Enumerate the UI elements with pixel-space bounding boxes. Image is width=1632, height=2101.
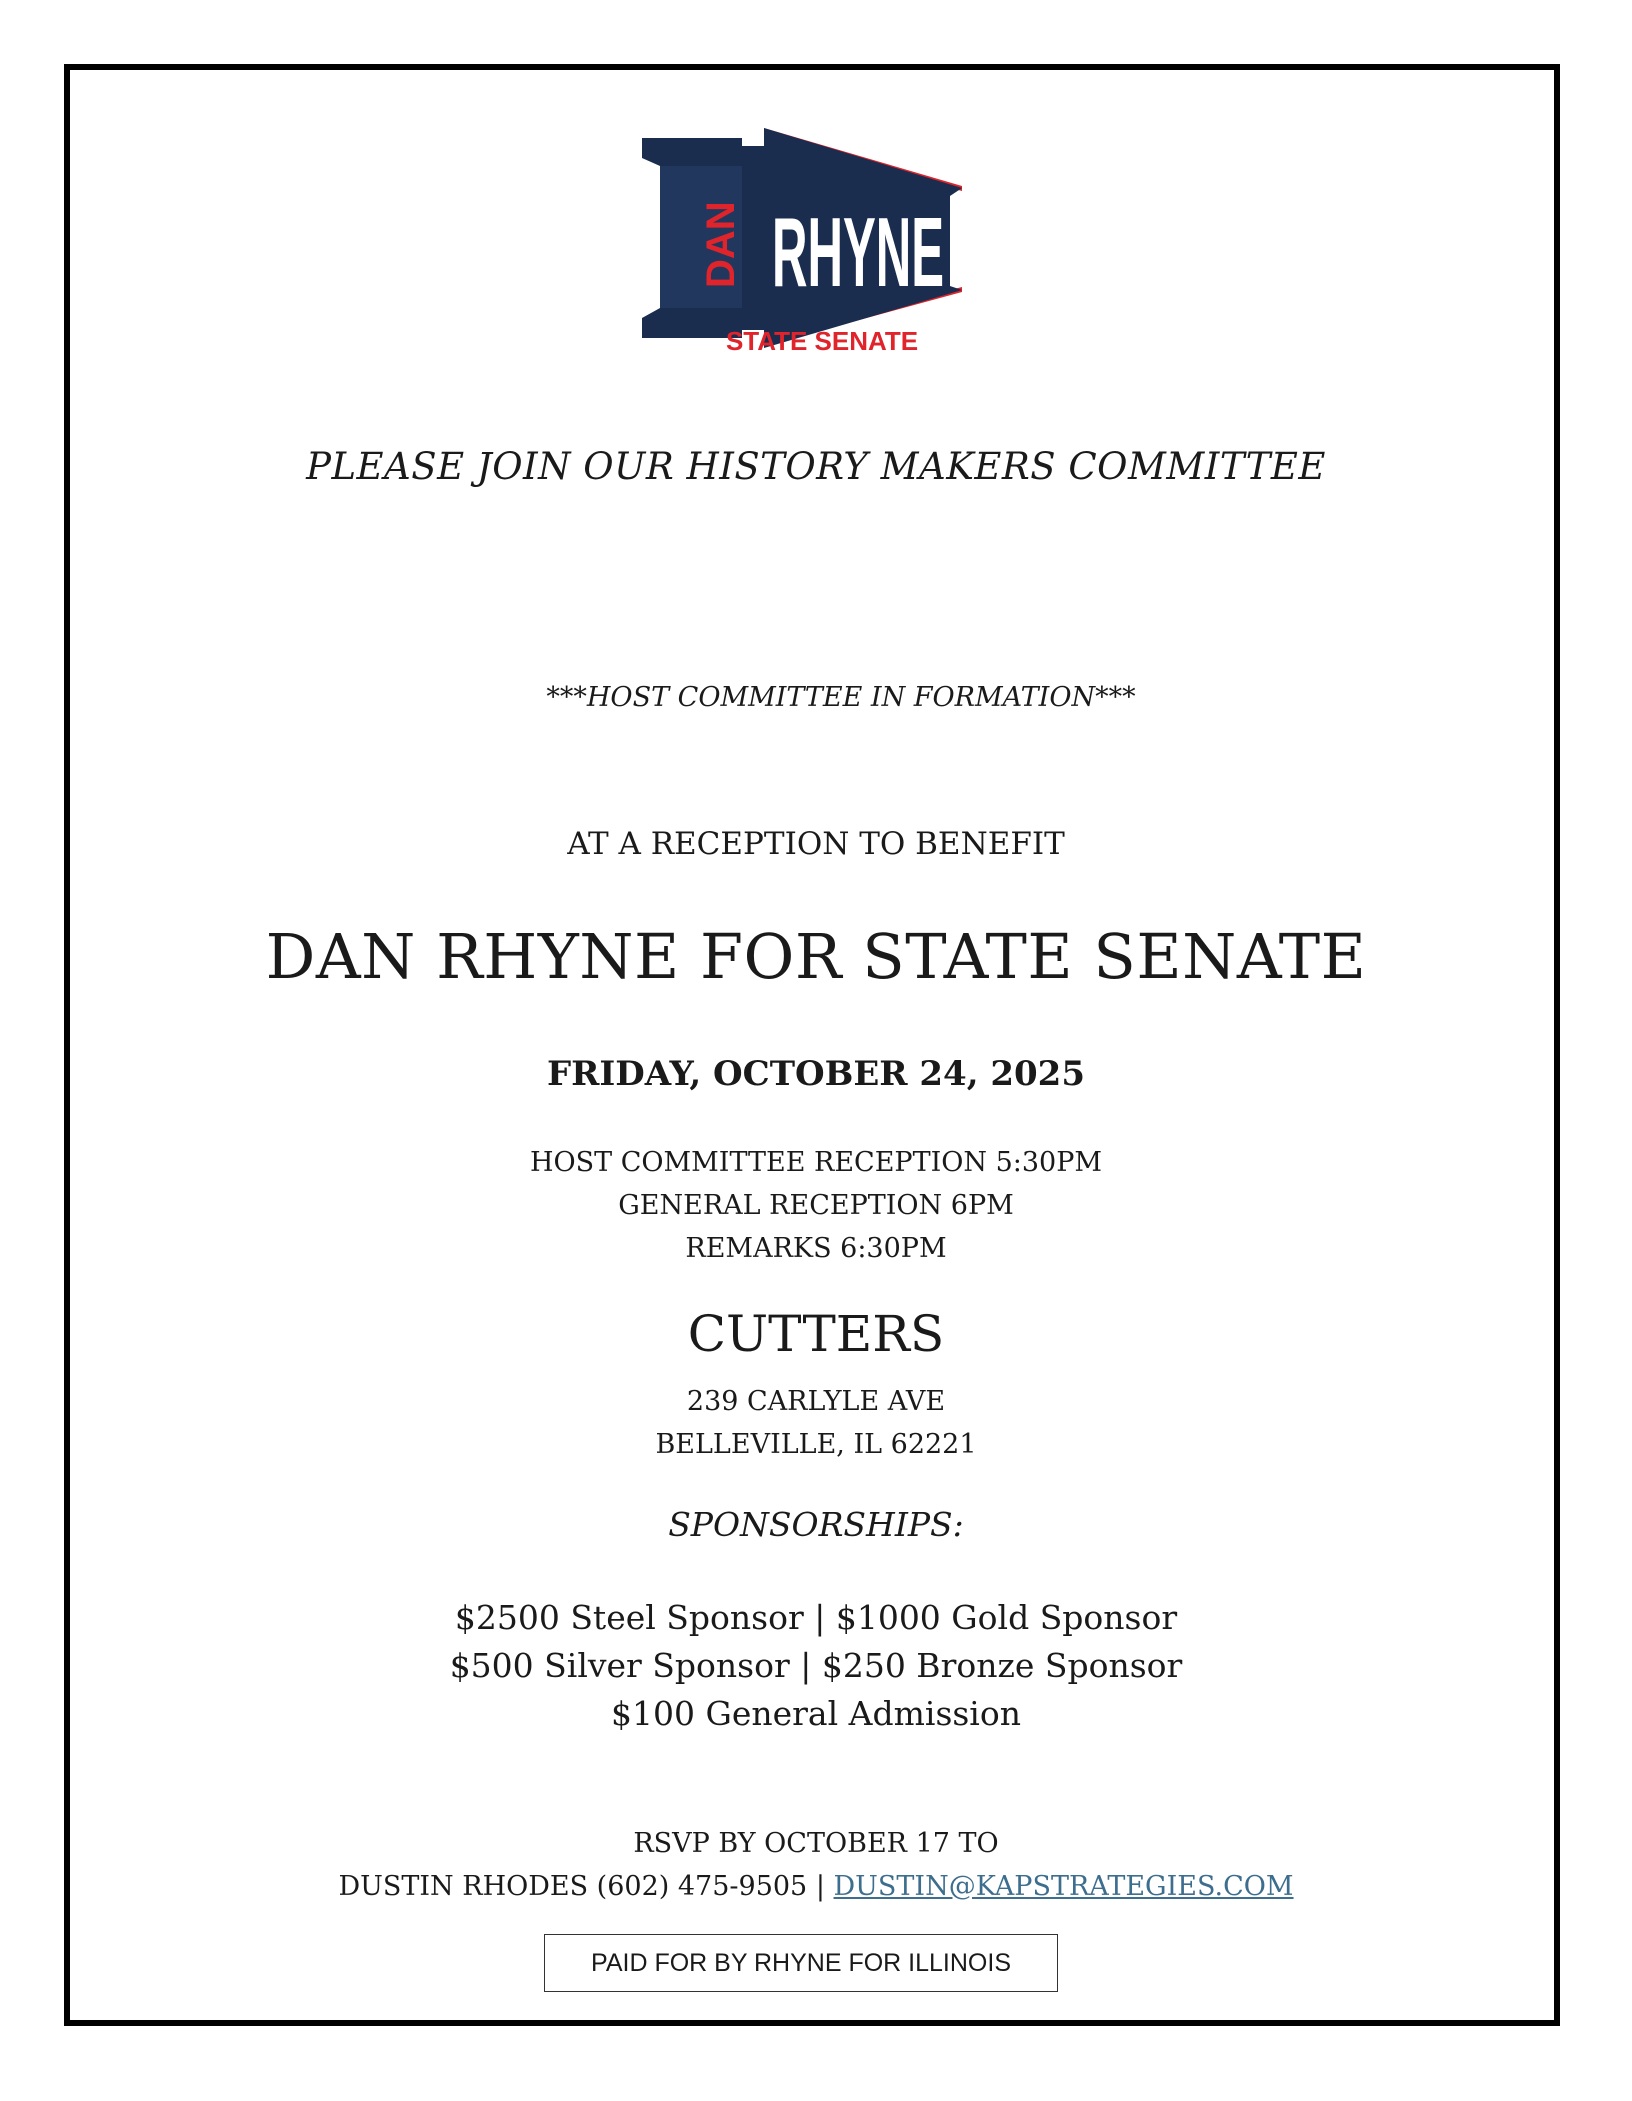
venue-address bbox=[0, 1380, 1632, 1466]
sponsorship-level: $2500 Steel Sponsor | $1000 Gold Sponsor bbox=[454, 1598, 1178, 1637]
rsvp-block bbox=[0, 1822, 1632, 1908]
rsvp-contact: DUSTIN RHODES (602) 475-9505 | bbox=[338, 1871, 825, 1902]
rsvp-deadline: RSVP BY OCTOBER 17 TO bbox=[633, 1828, 999, 1859]
invitation-heading: PLEASE JOIN OUR HISTORY MAKERS COMMITTEE bbox=[306, 445, 1326, 488]
address-city: BELLEVILLE, IL 62221 bbox=[655, 1429, 977, 1460]
rsvp-contact-line bbox=[0, 1865, 1632, 1908]
schedule-host-reception: HOST COMMITTEE RECEPTION 5:30PM bbox=[529, 1147, 1103, 1178]
campaign-logo bbox=[632, 118, 1002, 358]
sponsorships-heading: SPONSORSHIPS: bbox=[668, 1505, 964, 1544]
sponsorship-level: $500 Silver Sponsor | $250 Bronze Sponsor bbox=[449, 1646, 1183, 1685]
host-committee-note: ***HOST COMMITTEE IN FORMATION*** bbox=[546, 682, 1136, 713]
sponsorship-level: $100 General Admission bbox=[611, 1694, 1021, 1733]
venue-name: CUTTERS bbox=[687, 1305, 945, 1363]
logo-last-name: RHYNE bbox=[772, 197, 944, 307]
event-schedule bbox=[0, 1141, 1632, 1270]
logo-subtitle: STATE SENATE bbox=[725, 326, 919, 356]
reception-line: AT A RECEPTION TO BENEFIT bbox=[567, 826, 1065, 862]
paid-for-disclaimer: PAID FOR BY RHYNE FOR ILLINOIS bbox=[544, 1934, 1058, 1992]
schedule-general-reception: GENERAL RECEPTION 6PM bbox=[618, 1190, 1014, 1221]
sponsorship-levels bbox=[0, 1594, 1632, 1738]
schedule-remarks: REMARKS 6:30PM bbox=[685, 1233, 947, 1264]
address-street: 239 CARLYLE AVE bbox=[686, 1386, 946, 1417]
event-date: FRIDAY, OCTOBER 24, 2025 bbox=[547, 1054, 1085, 1094]
rsvp-email-link[interactable]: DUSTIN@KAPSTRATEGIES.COM bbox=[833, 1871, 1294, 1902]
logo-first-name: DAN bbox=[699, 201, 743, 288]
candidate-title: DAN RHYNE FOR STATE SENATE bbox=[265, 920, 1367, 993]
